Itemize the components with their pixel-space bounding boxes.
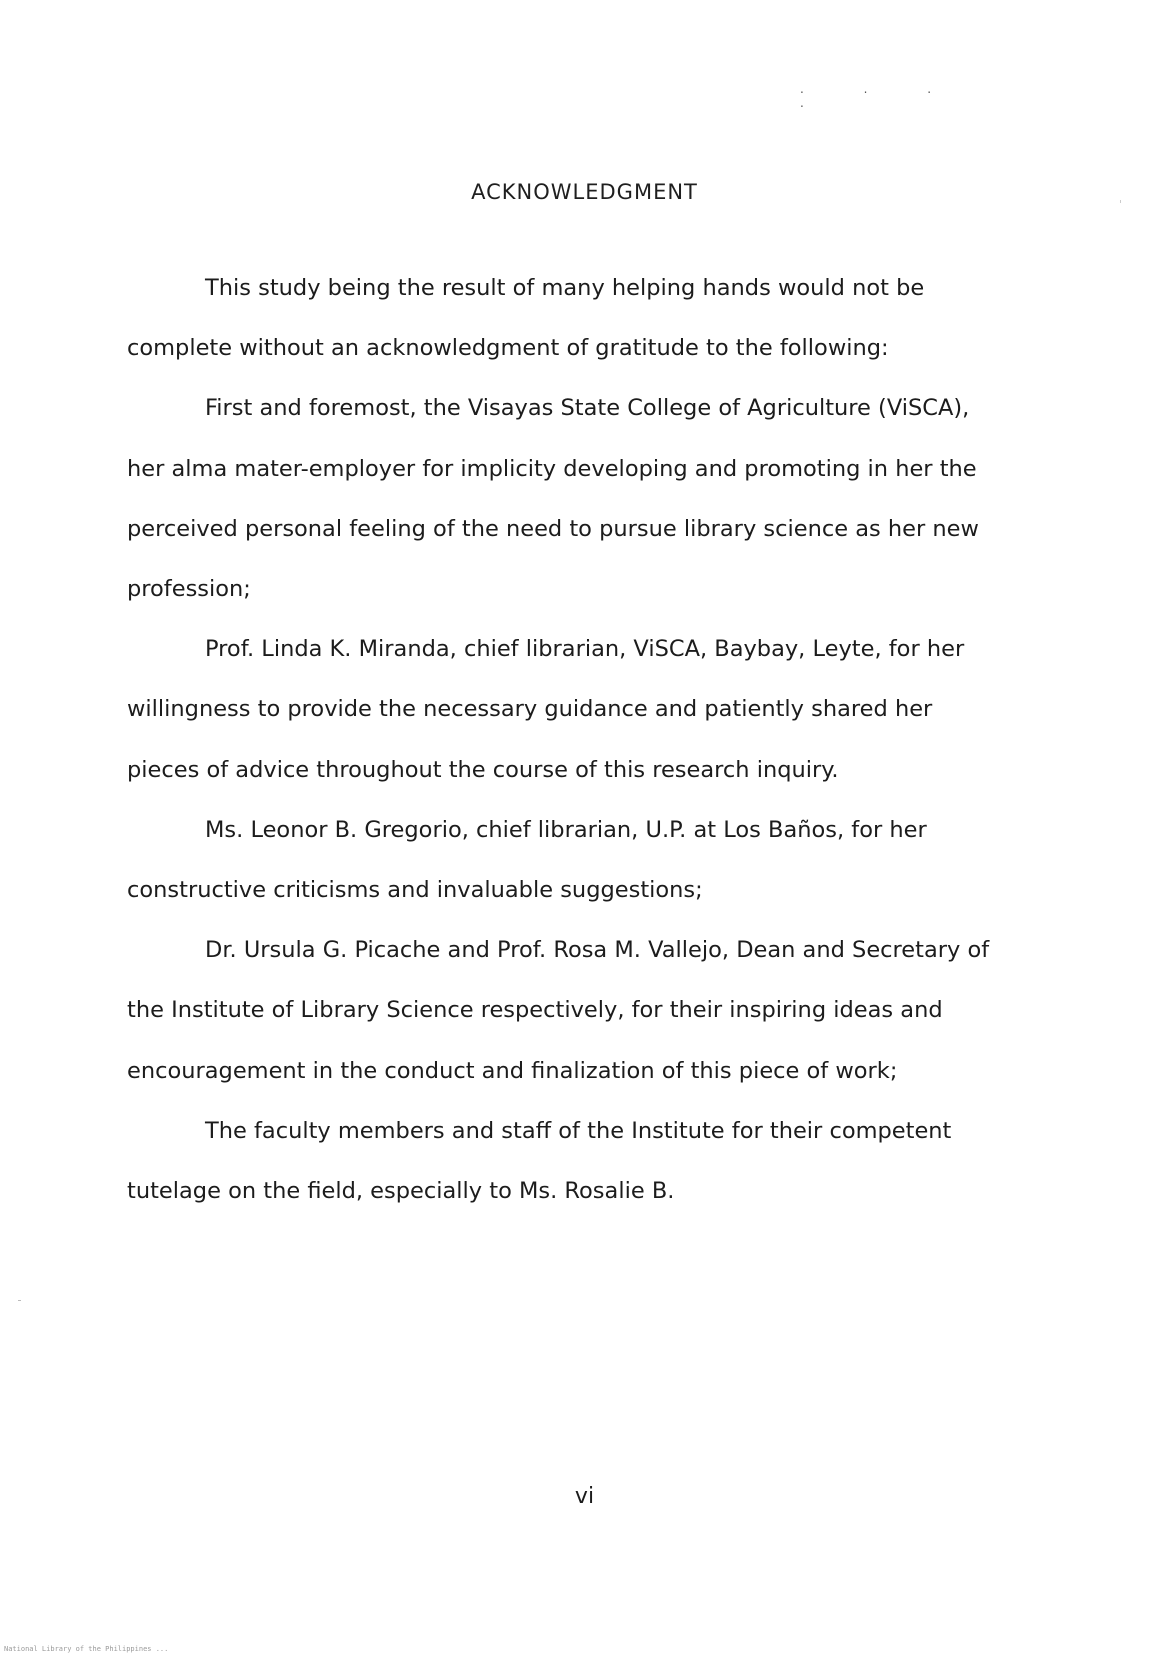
library-footer-stamp: National Library of the Philippines ... (4, 1645, 169, 1653)
acknowledgment-body (127, 258, 1007, 1221)
paragraph-miranda: Prof. Linda K. Miranda, chief librarian, ViSCA, Baybay, Leyte, for her willingness to provide the necessary guidance and patiently shared her pieces of advice throughout the course of this research inquiry. (127, 636, 965, 783)
scan-corner-marks: . . . . (800, 82, 960, 110)
paragraph-intro: This study being the result of many helping hands would not be complete without an acknowledgment of gratitude to the following: (127, 275, 925, 362)
paragraph-faculty: The faculty members and staff of the Institute for their competent tutelage on the field, especially to Ms. Rosalie B. (127, 1117, 952, 1205)
page-title: ACKNOWLEDGMENT (471, 180, 698, 204)
paragraph-picache-vallejo: Dr. Ursula G. Picache and Prof. Rosa M. Vallejo, Dean and Secretary of the Institute of Library Science respectively, for their inspiring ideas and encouragement in the conduct and finalization of this piece of work; (127, 937, 990, 1084)
paragraph-visca: First and foremost, the Visayas State College of Agriculture (ViSCA), her alma mater-employer for implicity developing and promoting in her the perceived personal feeling of the need to pursue library science as her new profession; (127, 395, 979, 603)
page-number: vi (574, 1484, 595, 1509)
paragraph-gregorio: Ms. Leonor B. Gregorio, chief librarian, U.P. at Los Baños, for her constructive criticisms and invaluable suggestions; (127, 816, 927, 904)
scan-edge-mark-left (18, 1300, 21, 1301)
